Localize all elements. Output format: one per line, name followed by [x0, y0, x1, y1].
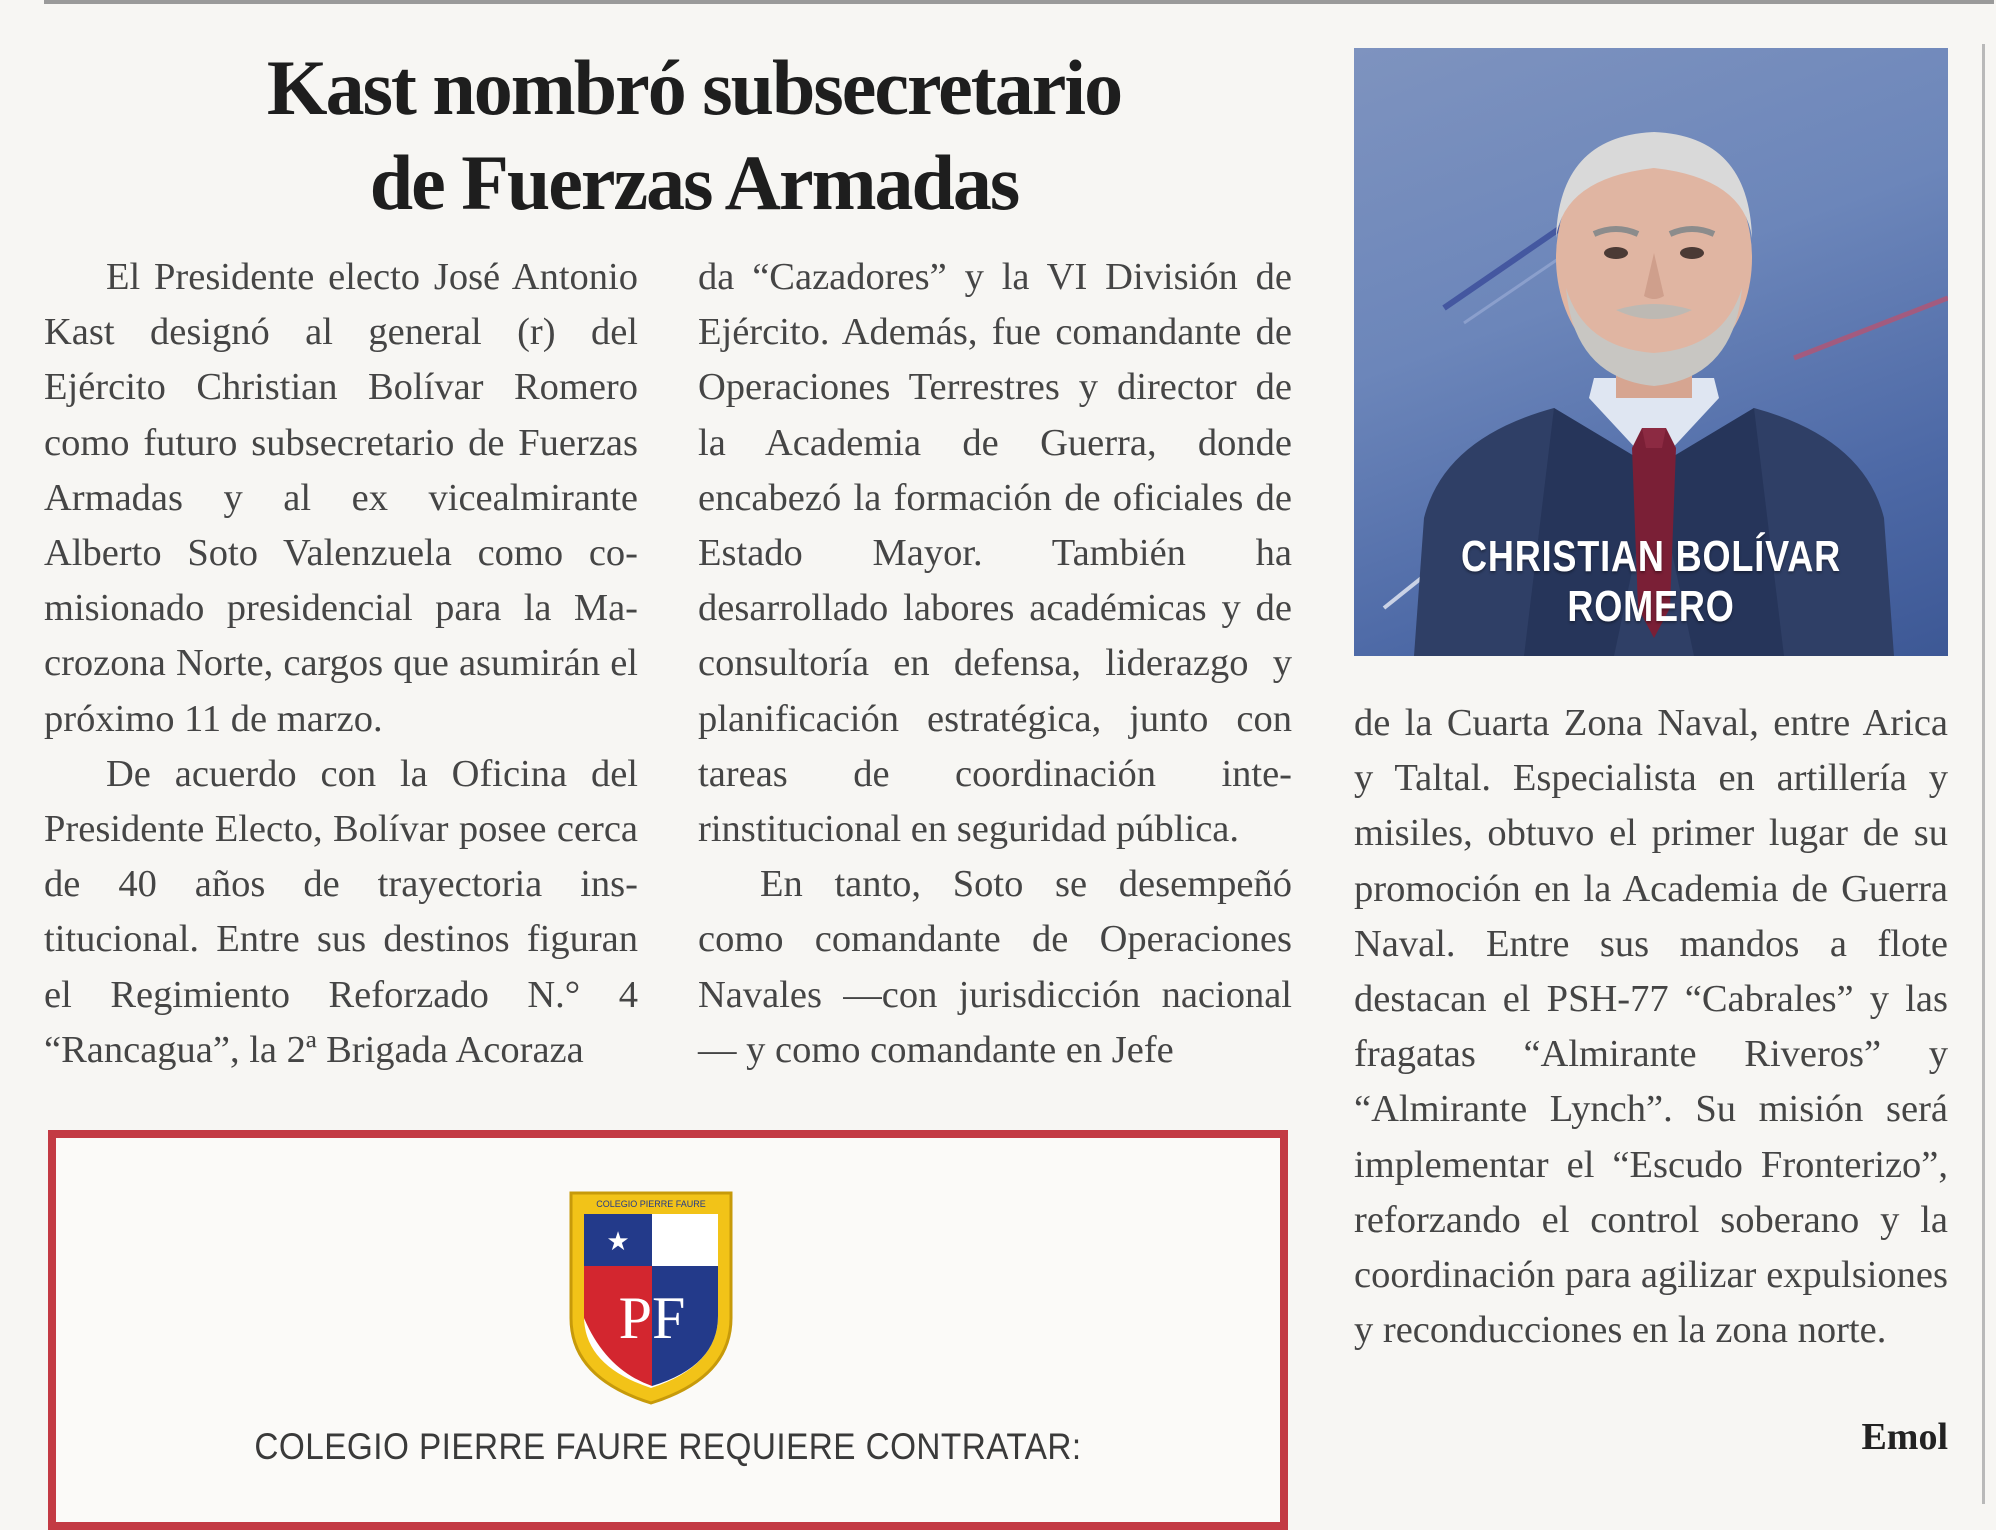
photo-caption: CHRISTIAN BOLÍVAR ROMERO — [1460, 532, 1842, 631]
svg-text:★: ★ — [606, 1227, 630, 1257]
paragraph: El Presidente electo José Antonio Kast designó al general (r) del Ejército Christian Bolívar Romero como futuro subsecretario de Fuerzas Armadas y al ex vicealmirante Alberto Soto Valenzuela como comisionado presidencial para la Macrozona Norte, cargos que asumirán el próximo 11 de marzo. — [44, 256, 638, 740]
portrait-photo — [1354, 48, 1948, 656]
job-advertisement — [48, 1130, 1288, 1530]
school-crest-icon — [566, 1188, 736, 1408]
article-column-1 — [44, 250, 638, 1078]
article-column-3 — [1354, 696, 1948, 1358]
ad-heading: COLEGIO PIERRE FAURE REQUIERE CONTRATAR: — [254, 1426, 1082, 1467]
crest-label: COLEGIO PIERRE FAURE — [596, 1199, 706, 1209]
headline-line-1: Kast nombró subsecretario — [266, 44, 1122, 131]
column-rule — [1982, 44, 1985, 1504]
article-headline — [44, 40, 1344, 230]
headline-line-2: de Fuerzas Armadas — [369, 139, 1019, 226]
crest-letters: PF — [618, 1285, 686, 1351]
paragraph: De acuerdo con la Oficina del Presidente Electo, Bolívar posee cerca de 40 años de trayectoria institucional. Entre sus destinos figuran el Regimiento Reforzado N.° 4 “Rancagua”, la 2ª Brigada Acoraza — [44, 752, 638, 1071]
top-rule — [44, 0, 1994, 4]
paragraph: En tanto, Soto se desempeñó como comandante de Operaciones Navales —con jurisdicción nacional— y como comandante en Jefe — [698, 863, 1292, 1071]
byline: Emol — [1861, 1416, 1948, 1458]
paragraph: de la Cuarta Zona Naval, entre Arica y Taltal. Especialista en artillería y misiles, obtuvo el primer lugar de su promoción en la Academia de Guerra Naval. Entre sus mandos a flote destacan el PSH-77 “Cabrales” y las fragatas “Almirante Riveros” y “Almirante Lynch”. Su misión será implementar el “Escudo Fronterizo”, reforzando el control soberano y la coordinación para agilizar expulsiones y reconducciones en la zona norte. — [1354, 702, 1948, 1352]
article-column-2 — [698, 250, 1292, 1078]
paragraph: da “Cazadores” y la VI División de Ejército. Además, fue comandante de Operaciones Terrestres y director de la Academia de Guerra, donde encabezó la formación de oficiales de Estado Mayor. También ha desarrollado labores académicas y de consultoría en defensa, liderazgo y planificación estratégica, junto con tareas de coordinación interinstitucional en seguridad pública. — [698, 256, 1292, 851]
